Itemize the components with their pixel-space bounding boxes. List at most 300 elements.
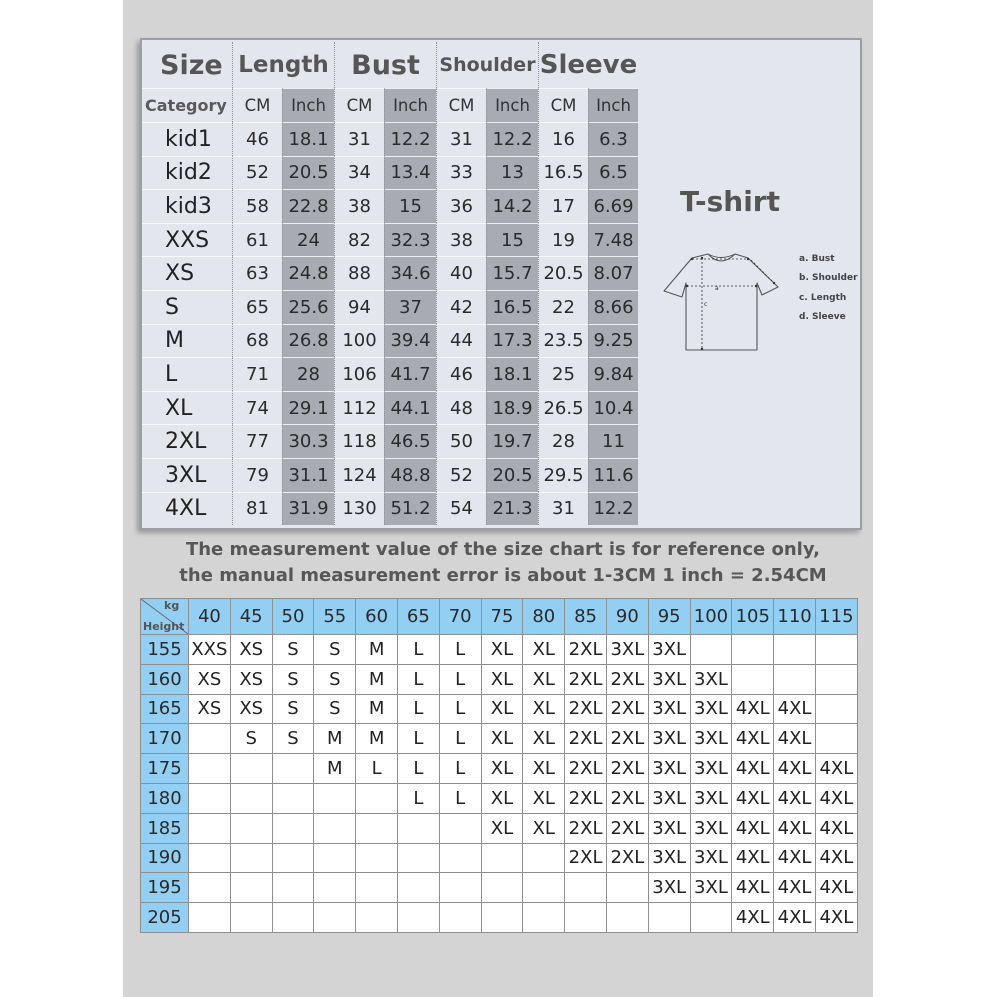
size-recommendation-cell — [482, 873, 524, 903]
garment-title: T-shirt — [680, 185, 780, 218]
diagram-letter-a: a — [715, 285, 719, 292]
size-label: 2XL — [142, 424, 232, 458]
legend-item-length: c. Length — [799, 292, 847, 303]
size-recommendation-cell — [398, 873, 440, 903]
cm-measurement-cell: 26.5 — [538, 391, 588, 425]
size-recommendation-cell — [398, 903, 440, 933]
size-recommendation-cell — [523, 873, 565, 903]
cm-measurement-cell: 29.5 — [538, 458, 588, 492]
size-recommendation-cell: XS — [189, 665, 231, 695]
bust-column-header: Bust — [334, 42, 436, 88]
size-recommendation-cell: L — [440, 635, 482, 665]
height-cell: 160 — [141, 665, 189, 695]
height-cell: 180 — [141, 784, 189, 814]
cm-measurement-cell: 31 — [436, 122, 486, 156]
size-recommendation-cell: 4XL — [774, 784, 816, 814]
size-recommendation-cell — [314, 784, 356, 814]
height-cell: 155 — [141, 635, 189, 665]
cm-measurement-cell: 124 — [334, 458, 384, 492]
size-recommendation-cell: 3XL — [691, 844, 733, 874]
size-recommendation-cell: 3XL — [649, 724, 691, 754]
size-recommendation-cell: S — [273, 665, 315, 695]
cm-measurement-cell: 106 — [334, 357, 384, 391]
weight-header-cell: 95 — [649, 599, 691, 635]
size-recommendation-cell: S — [314, 695, 356, 725]
size-recommendation-cell — [691, 635, 733, 665]
inch-measurement-cell: 44.1 — [384, 391, 436, 425]
inch-measurement-cell: 11.6 — [588, 458, 638, 492]
measure-marker — [701, 257, 703, 259]
size-recommendation-cell — [189, 844, 231, 874]
size-recommendation-cell — [273, 844, 315, 874]
weight-header-cell: 70 — [440, 599, 482, 635]
size-recommendation-cell: L — [398, 754, 440, 784]
size-recommendation-cell — [691, 903, 733, 933]
size-recommendation-cell — [314, 873, 356, 903]
size-recommendation-cell: XL — [482, 635, 524, 665]
cm-measurement-cell: 88 — [334, 256, 384, 290]
cm-measurement-cell: 118 — [334, 424, 384, 458]
size-recommendation-cell — [607, 903, 649, 933]
size-recommendation-cell: L — [398, 635, 440, 665]
size-recommendation-cell — [231, 873, 273, 903]
height-cell: 185 — [141, 814, 189, 844]
size-recommendation-cell: S — [273, 635, 315, 665]
size-recommendation-cell: L — [440, 784, 482, 814]
inch-measurement-cell: 7.48 — [588, 223, 638, 257]
length-column-header: Length — [232, 42, 334, 88]
size-recommendation-cell: XL — [523, 665, 565, 695]
inch-unit-header: Inch — [282, 88, 334, 122]
measure-marker — [773, 282, 775, 284]
size-recommendation-cell — [356, 903, 398, 933]
legend-item-sleeve: d. Sleeve — [799, 311, 846, 322]
weight-header-cell: 65 — [398, 599, 440, 635]
size-recommendation-cell — [189, 754, 231, 784]
size-chart-card — [140, 38, 862, 530]
size-recommendation-cell: 4XL — [732, 754, 774, 784]
height-cell: 190 — [141, 844, 189, 874]
size-recommendation-cell: XL — [523, 814, 565, 844]
size-recommendation-cell: 3XL — [649, 665, 691, 695]
cm-unit-header: CM — [334, 88, 384, 122]
size-recommendation-cell — [565, 873, 607, 903]
weight-header-cell: 80 — [523, 599, 565, 635]
inch-measurement-cell: 8.07 — [588, 256, 638, 290]
size-recommendation-cell — [482, 844, 524, 874]
size-recommendation-cell: 3XL — [649, 873, 691, 903]
size-recommendation-cell — [189, 873, 231, 903]
size-recommendation-cell: XS — [189, 695, 231, 725]
size-recommendation-cell: XL — [482, 695, 524, 725]
cm-measurement-cell: 36 — [436, 189, 486, 223]
size-recommendation-cell: 4XL — [732, 784, 774, 814]
size-recommendation-cell: M — [314, 724, 356, 754]
size-recommendation-cell: 2XL — [565, 784, 607, 814]
size-recommendation-cell: XS — [231, 695, 273, 725]
cm-measurement-cell: 77 — [232, 424, 282, 458]
size-recommendation-cell — [273, 814, 315, 844]
size-recommendation-cell: M — [356, 665, 398, 695]
size-recommendation-cell — [649, 903, 691, 933]
size-recommendation-cell: 4XL — [732, 724, 774, 754]
inch-measurement-cell: 24.8 — [282, 256, 334, 290]
size-recommendation-cell — [732, 635, 774, 665]
inch-measurement-cell: 6.3 — [588, 122, 638, 156]
size-label: M — [142, 324, 232, 358]
inch-measurement-cell: 41.7 — [384, 357, 436, 391]
size-recommendation-cell: L — [440, 724, 482, 754]
category-header: Category — [142, 88, 232, 122]
cm-measurement-cell: 38 — [436, 223, 486, 257]
size-recommendation-cell — [189, 724, 231, 754]
size-recommendation-cell: 3XL — [649, 844, 691, 874]
cm-measurement-cell: 40 — [436, 256, 486, 290]
size-recommendation-cell — [231, 903, 273, 933]
cm-measurement-cell: 130 — [334, 492, 384, 526]
size-recommendation-cell: 3XL — [649, 814, 691, 844]
inch-unit-header: Inch — [486, 88, 538, 122]
cm-measurement-cell: 79 — [232, 458, 282, 492]
size-recommendation-cell: XL — [482, 665, 524, 695]
inch-measurement-cell: 6.5 — [588, 156, 638, 190]
size-recommendation-cell: 2XL — [607, 754, 649, 784]
cm-measurement-cell: 94 — [334, 290, 384, 324]
size-recommendation-cell — [273, 903, 315, 933]
size-recommendation-cell: 2XL — [565, 635, 607, 665]
inch-unit-header: Inch — [384, 88, 436, 122]
size-recommendation-cell: 2XL — [607, 814, 649, 844]
size-recommendation-cell — [356, 873, 398, 903]
inch-measurement-cell: 12.2 — [486, 122, 538, 156]
size-recommendation-cell — [816, 665, 858, 695]
inch-measurement-cell: 18.1 — [282, 122, 334, 156]
size-recommendation-cell — [314, 814, 356, 844]
size-recommendation-cell: 3XL — [649, 784, 691, 814]
size-recommendation-cell: 4XL — [732, 903, 774, 933]
weight-header-cell: 115 — [816, 599, 858, 635]
inch-measurement-cell: 34.6 — [384, 256, 436, 290]
weight-header-cell: 40 — [189, 599, 231, 635]
size-recommendation-cell — [523, 844, 565, 874]
cm-measurement-cell: 74 — [232, 391, 282, 425]
size-recommendation-cell: 2XL — [565, 844, 607, 874]
size-recommendation-cell: 4XL — [816, 903, 858, 933]
measurement-legend — [799, 250, 858, 327]
size-recommendation-cell — [774, 665, 816, 695]
inch-unit-header: Inch — [588, 88, 638, 122]
size-label: kid2 — [142, 156, 232, 190]
size-recommendation-cell — [314, 844, 356, 874]
size-label: XXS — [142, 223, 232, 257]
size-recommendation-cell: 3XL — [649, 635, 691, 665]
inch-measurement-cell: 26.8 — [282, 324, 334, 358]
size-recommendation-cell — [189, 814, 231, 844]
size-recommendation-cell: S — [231, 724, 273, 754]
size-recommendation-cell: XL — [523, 635, 565, 665]
size-recommendation-cell — [482, 903, 524, 933]
size-recommendation-cell: 4XL — [816, 754, 858, 784]
size-recommendation-cell — [607, 873, 649, 903]
size-recommendation-cell: 3XL — [649, 754, 691, 784]
legend-item-shoulder: b. Shoulder — [799, 273, 858, 284]
measure-marker — [701, 348, 703, 350]
measure-marker — [691, 258, 693, 260]
size-recommendation-cell — [231, 844, 273, 874]
size-recommendation-cell: 3XL — [691, 695, 733, 725]
legend-item-bust: a. Bust — [799, 254, 835, 264]
size-recommendation-cell: XL — [482, 814, 524, 844]
note-line-1: The measurement value of the size chart is for reference only, — [185, 539, 821, 560]
inch-measurement-cell: 8.66 — [588, 290, 638, 324]
cm-measurement-cell: 42 — [436, 290, 486, 324]
size-recommendation-cell: XL — [523, 724, 565, 754]
cm-measurement-cell: 20.5 — [538, 256, 588, 290]
weight-header-cell: 105 — [732, 599, 774, 635]
size-recommendation-cell — [398, 844, 440, 874]
size-recommendation-cell — [565, 903, 607, 933]
size-recommendation-cell: XL — [482, 754, 524, 784]
cm-measurement-cell: 17 — [538, 189, 588, 223]
inch-measurement-cell: 15.7 — [486, 256, 538, 290]
inch-measurement-cell: 48.8 — [384, 458, 436, 492]
size-recommendation-cell: XL — [523, 695, 565, 725]
size-recommendation-cell — [231, 754, 273, 784]
weight-header-cell: 50 — [273, 599, 315, 635]
sleeve-column-header: Sleeve — [538, 42, 638, 88]
inch-measurement-cell: 31.1 — [282, 458, 334, 492]
size-recommendation-cell — [314, 903, 356, 933]
weight-header-cell: 60 — [356, 599, 398, 635]
cm-measurement-cell: 48 — [436, 391, 486, 425]
size-recommendation-cell: XL — [482, 784, 524, 814]
cm-measurement-cell: 23.5 — [538, 324, 588, 358]
size-recommendation-cell: S — [273, 724, 315, 754]
cm-measurement-cell: 25 — [538, 357, 588, 391]
inch-measurement-cell: 18.1 — [486, 357, 538, 391]
height-axis-label: Height — [143, 620, 185, 633]
size-recommendation-cell: 4XL — [774, 903, 816, 933]
inch-measurement-cell: 12.2 — [588, 492, 638, 526]
size-recommendation-cell: 2XL — [565, 665, 607, 695]
cm-measurement-cell: 34 — [334, 156, 384, 190]
size-recommendation-cell: S — [314, 635, 356, 665]
size-label: S — [142, 290, 232, 324]
size-recommendation-cell: 2XL — [565, 814, 607, 844]
inch-measurement-cell: 18.9 — [486, 391, 538, 425]
size-recommendation-cell — [356, 784, 398, 814]
size-recommendation-cell: 4XL — [774, 844, 816, 874]
cm-measurement-cell: 112 — [334, 391, 384, 425]
size-recommendation-cell: 4XL — [774, 754, 816, 784]
measure-marker — [686, 285, 688, 287]
cm-measurement-cell: 33 — [436, 156, 486, 190]
cm-measurement-cell: 52 — [232, 156, 282, 190]
size-recommendation-cell: S — [314, 665, 356, 695]
inch-measurement-cell: 30.3 — [282, 424, 334, 458]
size-recommendation-cell — [398, 814, 440, 844]
size-recommendation-cell: XL — [523, 754, 565, 784]
inch-measurement-cell: 28 — [282, 357, 334, 391]
size-recommendation-cell — [231, 784, 273, 814]
cm-measurement-cell: 100 — [334, 324, 384, 358]
weight-header-cell: 75 — [482, 599, 524, 635]
size-recommendation-cell: 2XL — [607, 665, 649, 695]
size-recommendation-cell — [273, 873, 315, 903]
measure-marker — [755, 285, 757, 287]
measurement-note — [133, 537, 873, 589]
cm-measurement-cell: 16.5 — [538, 156, 588, 190]
size-recommendation-cell: 3XL — [691, 724, 733, 754]
inch-measurement-cell: 13 — [486, 156, 538, 190]
size-recommendation-cell: L — [398, 665, 440, 695]
inch-measurement-cell: 20.5 — [486, 458, 538, 492]
size-recommendation-cell — [273, 784, 315, 814]
size-recommendation-cell — [440, 814, 482, 844]
cm-measurement-cell: 61 — [232, 223, 282, 257]
size-recommendation-cell: M — [356, 724, 398, 754]
corner-header-cell — [141, 599, 189, 635]
cm-unit-header: CM — [538, 88, 588, 122]
size-recommendation-cell — [816, 724, 858, 754]
cm-measurement-cell: 58 — [232, 189, 282, 223]
height-weight-table — [140, 598, 858, 933]
inch-measurement-cell: 12.2 — [384, 122, 436, 156]
size-recommendation-cell: L — [440, 695, 482, 725]
weight-unit-label: kg — [164, 599, 180, 612]
size-recommendation-cell: 2XL — [565, 754, 607, 784]
size-label: L — [142, 357, 232, 391]
size-recommendation-cell — [356, 844, 398, 874]
size-recommendation-cell: 3XL — [691, 754, 733, 784]
cm-measurement-cell: 28 — [538, 424, 588, 458]
size-recommendation-cell: 2XL — [565, 695, 607, 725]
inch-measurement-cell: 10.4 — [588, 391, 638, 425]
height-cell: 170 — [141, 724, 189, 754]
cm-measurement-cell: 71 — [232, 357, 282, 391]
size-recommendation-cell: 3XL — [691, 873, 733, 903]
size-recommendation-cell: 4XL — [816, 844, 858, 874]
cm-measurement-cell: 22 — [538, 290, 588, 324]
size-recommendation-cell: 3XL — [691, 665, 733, 695]
size-recommendation-cell: 4XL — [816, 873, 858, 903]
cm-measurement-cell: 63 — [232, 256, 282, 290]
weight-header-cell: 110 — [774, 599, 816, 635]
inch-measurement-cell: 14.2 — [486, 189, 538, 223]
size-recommendation-cell: L — [398, 724, 440, 754]
inch-measurement-cell: 13.4 — [384, 156, 436, 190]
cm-measurement-cell: 82 — [334, 223, 384, 257]
cm-measurement-cell: 31 — [538, 492, 588, 526]
size-recommendation-cell — [273, 754, 315, 784]
size-recommendation-cell — [356, 814, 398, 844]
cm-measurement-cell: 68 — [232, 324, 282, 358]
size-label: XS — [142, 256, 232, 290]
size-label: 3XL — [142, 458, 232, 492]
size-recommendation-cell — [774, 635, 816, 665]
size-recommendation-cell: L — [398, 784, 440, 814]
cm-measurement-cell: 46 — [436, 357, 486, 391]
shoulder-column-header: Shoulder — [436, 42, 538, 88]
size-recommendation-cell: XS — [231, 635, 273, 665]
size-recommendation-cell: 4XL — [732, 844, 774, 874]
size-column-header: Size — [160, 49, 223, 81]
weight-header-cell: 55 — [314, 599, 356, 635]
size-recommendation-cell: 4XL — [732, 873, 774, 903]
size-recommendation-cell: 4XL — [774, 873, 816, 903]
weight-header-cell: 100 — [691, 599, 733, 635]
cm-measurement-cell: 16 — [538, 122, 588, 156]
size-recommendation-cell: 3XL — [691, 814, 733, 844]
height-cell: 165 — [141, 695, 189, 725]
tshirt-diagram — [658, 246, 783, 356]
cm-measurement-cell: 81 — [232, 492, 282, 526]
inch-measurement-cell: 46.5 — [384, 424, 436, 458]
inch-measurement-cell: 16.5 — [486, 290, 538, 324]
size-label: 4XL — [142, 492, 232, 526]
inch-measurement-cell: 15 — [384, 189, 436, 223]
size-recommendation-cell: 4XL — [732, 695, 774, 725]
size-recommendation-cell: XL — [482, 724, 524, 754]
cm-unit-header: CM — [436, 88, 486, 122]
cm-measurement-cell: 38 — [334, 189, 384, 223]
inch-measurement-cell: 20.5 — [282, 156, 334, 190]
note-line-2: the manual measurement error is about 1-3CM 1 inch = 2.54CM — [179, 565, 827, 586]
inch-measurement-cell: 39.4 — [384, 324, 436, 358]
inch-measurement-cell: 6.69 — [588, 189, 638, 223]
size-recommendation-cell — [523, 903, 565, 933]
size-recommendation-cell — [816, 635, 858, 665]
size-recommendation-cell: XXS — [189, 635, 231, 665]
size-recommendation-cell: 4XL — [774, 814, 816, 844]
height-cell: 195 — [141, 873, 189, 903]
cm-measurement-cell: 52 — [436, 458, 486, 492]
height-cell: 175 — [141, 754, 189, 784]
inch-measurement-cell: 19.7 — [486, 424, 538, 458]
size-recommendation-cell: L — [356, 754, 398, 784]
size-recommendation-cell: L — [440, 665, 482, 695]
size-recommendation-cell: M — [356, 635, 398, 665]
cm-measurement-cell: 65 — [232, 290, 282, 324]
size-recommendation-cell: 4XL — [816, 814, 858, 844]
size-recommendation-cell: 2XL — [607, 784, 649, 814]
size-recommendation-cell: 2XL — [607, 844, 649, 874]
inch-measurement-cell: 31.9 — [282, 492, 334, 526]
size-recommendation-cell — [440, 903, 482, 933]
size-recommendation-cell: 4XL — [774, 724, 816, 754]
size-recommendation-cell: M — [356, 695, 398, 725]
diagram-letter-c: c — [704, 301, 708, 308]
size-recommendation-cell — [189, 903, 231, 933]
inch-measurement-cell: 32.3 — [384, 223, 436, 257]
tshirt-outline — [664, 254, 778, 350]
inch-measurement-cell: 37 — [384, 290, 436, 324]
size-label: kid3 — [142, 189, 232, 223]
size-recommendation-cell: 3XL — [607, 635, 649, 665]
size-recommendation-cell: 4XL — [774, 695, 816, 725]
inch-measurement-cell: 9.25 — [588, 324, 638, 358]
inch-measurement-cell: 29.1 — [282, 391, 334, 425]
inch-measurement-cell: 15 — [486, 223, 538, 257]
size-recommendation-cell: 2XL — [607, 695, 649, 725]
size-recommendation-cell — [231, 814, 273, 844]
size-recommendation-cell: S — [273, 695, 315, 725]
inch-measurement-cell: 11 — [588, 424, 638, 458]
size-label: XL — [142, 391, 232, 425]
size-label: kid1 — [142, 122, 232, 156]
measure-marker — [747, 258, 749, 260]
weight-header-cell: 45 — [231, 599, 273, 635]
